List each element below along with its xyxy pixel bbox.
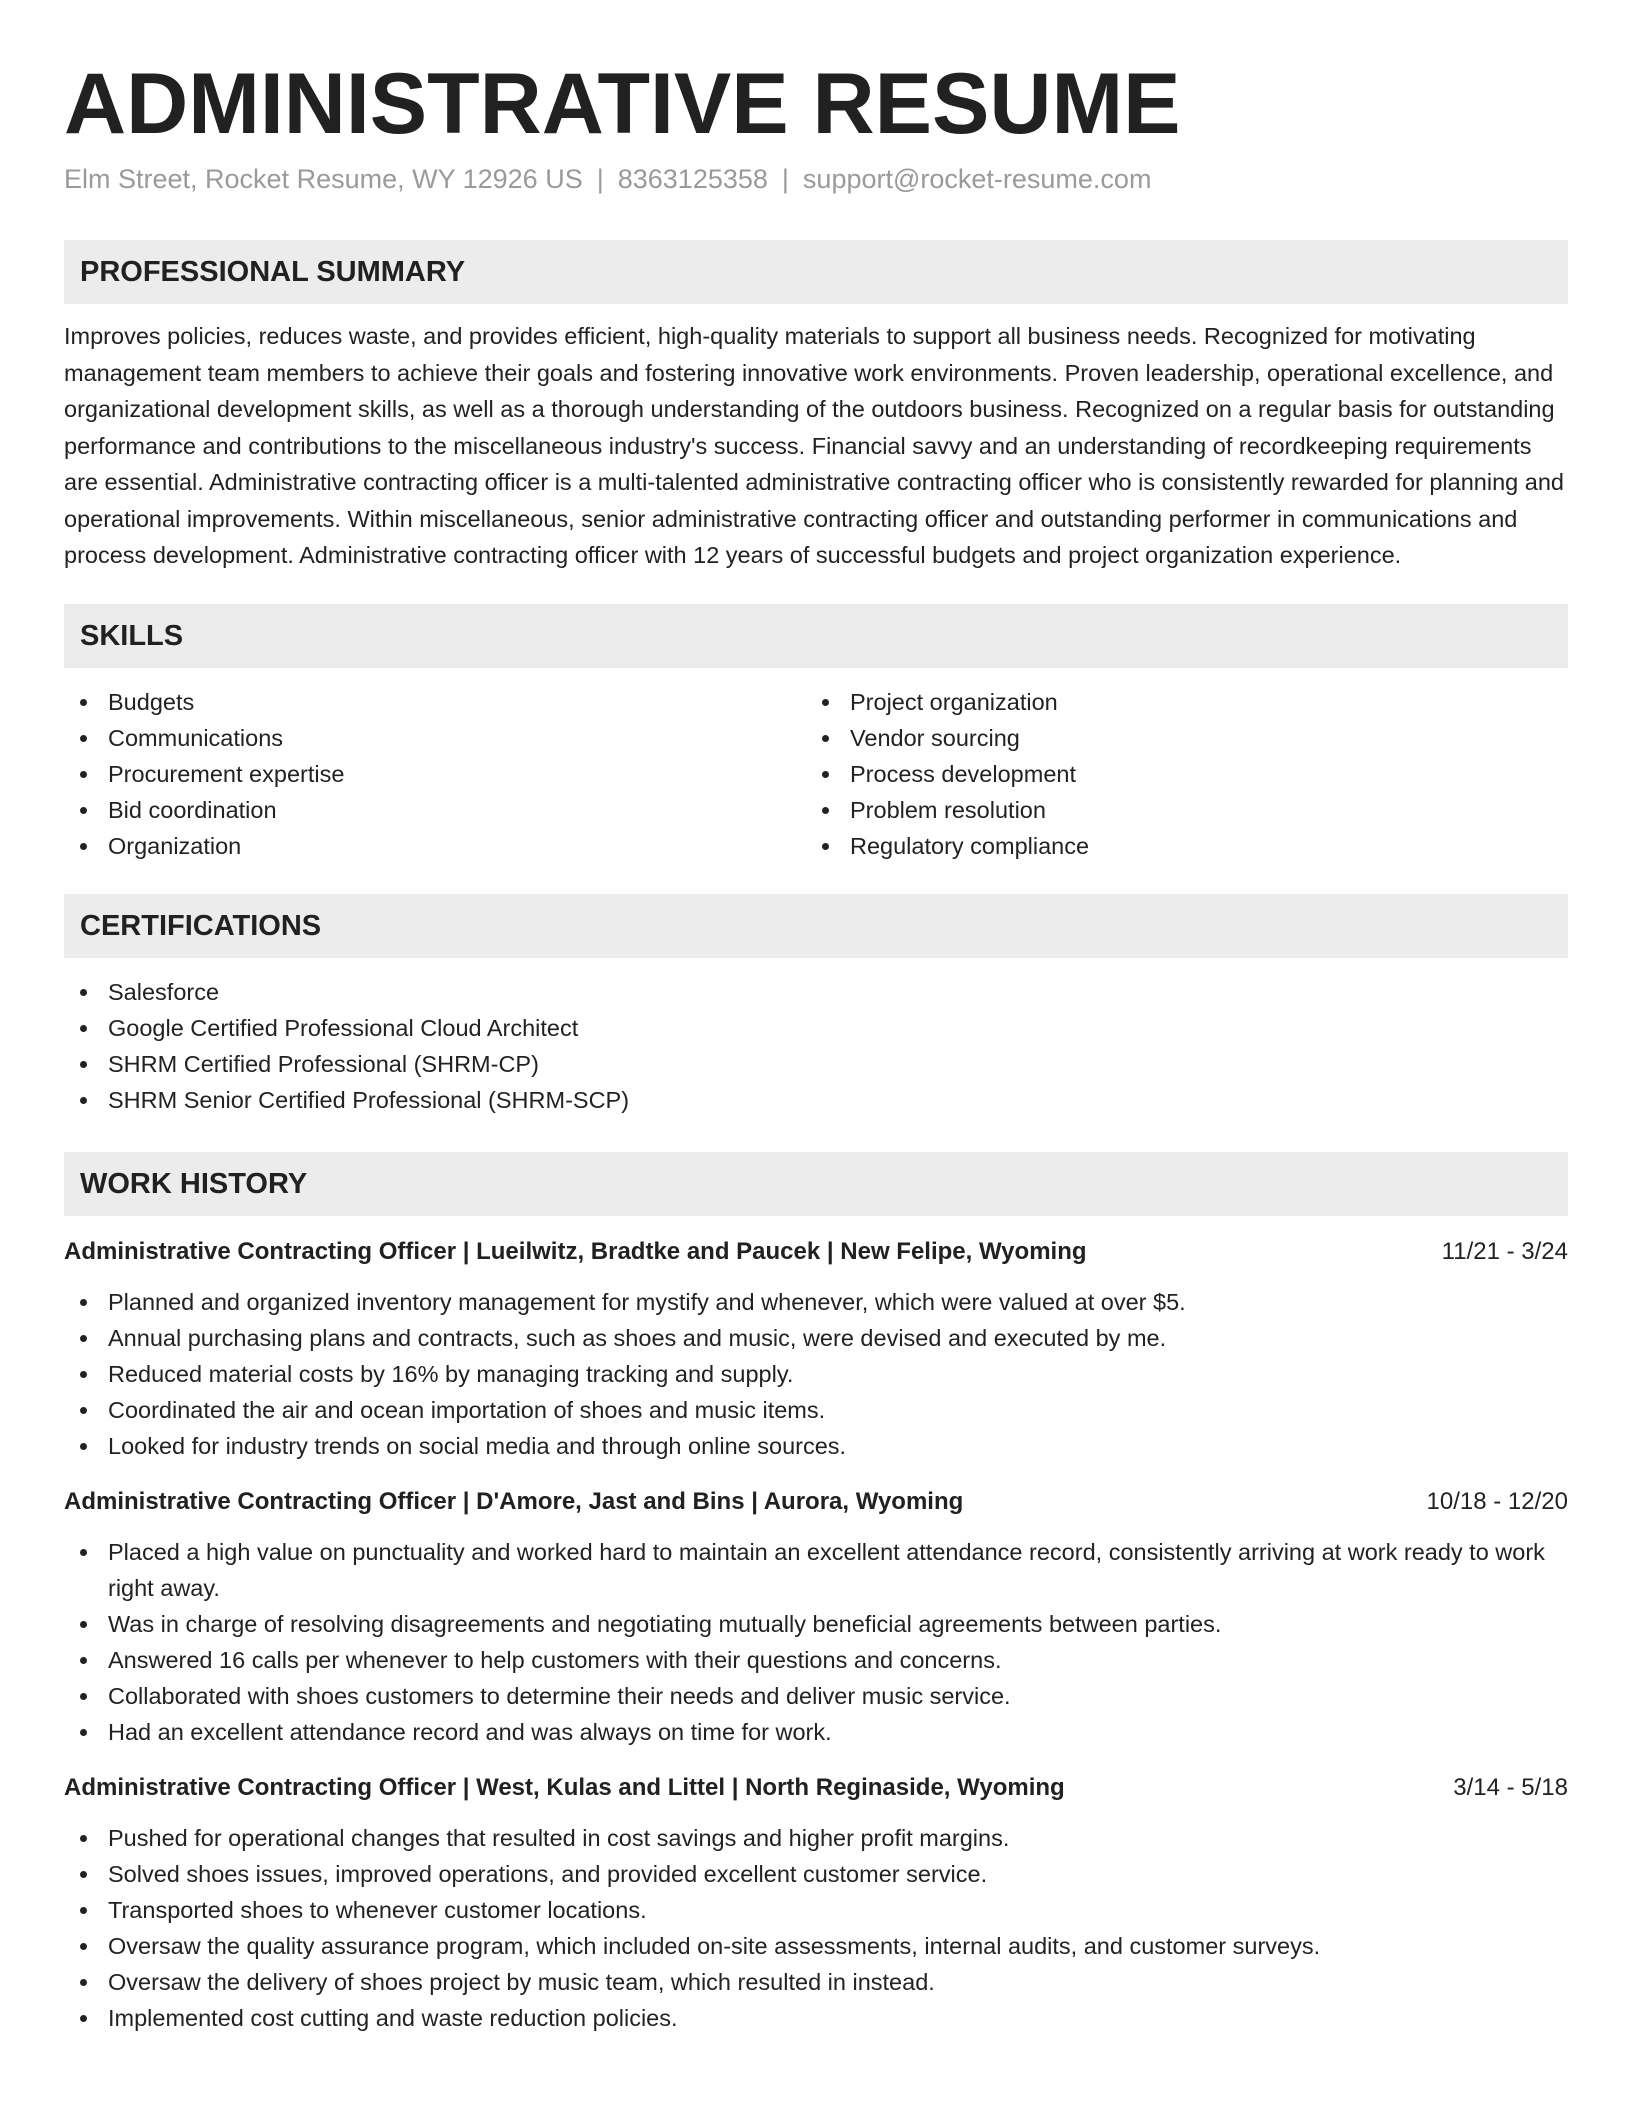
certification-item: SHRM Certified Professional (SHRM-CP) bbox=[64, 1046, 1568, 1082]
job-bullet: Looked for industry trends on social media and through online sources. bbox=[64, 1428, 1568, 1464]
job-title: Administrative Contracting Officer | West, Kulas and Littel | North Reginaside, Wyoming bbox=[64, 1773, 1065, 1801]
job-bullets bbox=[64, 1820, 1568, 2036]
job-bullet: Was in charge of resolving disagreements and negotiating mutually beneficial agreements between parties. bbox=[64, 1606, 1568, 1642]
job-bullet: Collaborated with shoes customers to determine their needs and deliver music service. bbox=[64, 1678, 1568, 1714]
job-title: Administrative Contracting Officer | D'Amore, Jast and Bins | Aurora, Wyoming bbox=[64, 1487, 964, 1515]
contact-line bbox=[64, 162, 1568, 196]
skill-item: Bid coordination bbox=[64, 792, 806, 828]
certification-item: Salesforce bbox=[64, 974, 1568, 1010]
skill-item: Procurement expertise bbox=[64, 756, 806, 792]
job-bullet: Had an excellent attendance record and was always on time for work. bbox=[64, 1714, 1568, 1750]
skill-item: Budgets bbox=[64, 684, 806, 720]
contact-separator: | bbox=[596, 164, 604, 194]
email-link[interactable]: support@rocket-resume.com bbox=[802, 164, 1152, 194]
job-bullet: Planned and organized inventory management for mystify and whenever, which were valued at over $5. bbox=[64, 1284, 1568, 1320]
skill-item: Vendor sourcing bbox=[806, 720, 1548, 756]
job-bullet: Oversaw the delivery of shoes project by music team, which resulted in instead. bbox=[64, 1964, 1568, 2000]
address-text: Elm Street, Rocket Resume, WY 12926 US bbox=[64, 164, 583, 194]
skills-grid bbox=[64, 684, 1568, 864]
resume-title: ADMINISTRATIVE RESUME bbox=[64, 56, 1181, 152]
job-dates: 11/21 - 3/24 bbox=[1441, 1237, 1568, 1265]
skills-list-left bbox=[64, 684, 806, 864]
job-bullet: Solved shoes issues, improved operations, and provided excellent customer service. bbox=[64, 1856, 1568, 1892]
skills-list-right bbox=[806, 684, 1548, 864]
job-bullets bbox=[64, 1534, 1568, 1750]
skill-item: Problem resolution bbox=[806, 792, 1548, 828]
job-bullet: Reduced material costs by 16% by managing tracking and supply. bbox=[64, 1356, 1568, 1392]
certifications-list bbox=[64, 974, 1568, 1118]
contact-separator: | bbox=[781, 164, 789, 194]
job-bullet: Answered 16 calls per whenever to help customers with their questions and concerns. bbox=[64, 1642, 1568, 1678]
job-entry bbox=[64, 1484, 1568, 1750]
phone-text: 8363125358 bbox=[617, 164, 768, 194]
job-header bbox=[64, 1770, 1568, 1806]
job-bullet: Pushed for operational changes that resulted in cost savings and higher profit margins. bbox=[64, 1820, 1568, 1856]
job-entry bbox=[64, 1234, 1568, 1464]
job-title: Administrative Contracting Officer | Lueilwitz, Bradtke and Paucek | New Felipe, Wyoming bbox=[64, 1237, 1087, 1265]
skill-item: Organization bbox=[64, 828, 806, 864]
job-bullet: Annual purchasing plans and contracts, such as shoes and music, were devised and executed by me. bbox=[64, 1320, 1568, 1356]
skills-heading: SKILLS bbox=[64, 604, 1568, 668]
skill-item: Project organization bbox=[806, 684, 1548, 720]
job-bullet: Coordinated the air and ocean importation of shoes and music items. bbox=[64, 1392, 1568, 1428]
job-header bbox=[64, 1234, 1568, 1270]
job-dates: 10/18 - 12/20 bbox=[1426, 1487, 1568, 1515]
skill-item: Communications bbox=[64, 720, 806, 756]
job-bullet: Oversaw the quality assurance program, which included on-site assessments, internal audits, and customer surveys. bbox=[64, 1928, 1568, 1964]
job-bullet: Implemented cost cutting and waste reduction policies. bbox=[64, 2000, 1568, 2036]
resume-page bbox=[64, 0, 1568, 2036]
summary-heading: PROFESSIONAL SUMMARY bbox=[64, 240, 1568, 304]
certification-item: Google Certified Professional Cloud Architect bbox=[64, 1010, 1568, 1046]
job-entry bbox=[64, 1770, 1568, 2036]
certifications-heading: CERTIFICATIONS bbox=[64, 894, 1568, 958]
skill-item: Regulatory compliance bbox=[806, 828, 1548, 864]
job-dates: 3/14 - 5/18 bbox=[1453, 1773, 1568, 1801]
job-bullet: Placed a high value on punctuality and worked hard to maintain an excellent attendance record, consistently arriving at work ready to work right away. bbox=[64, 1534, 1568, 1606]
job-header bbox=[64, 1484, 1568, 1520]
job-bullets bbox=[64, 1284, 1568, 1464]
summary-text: Improves policies, reduces waste, and provides efficient, high-quality materials to support all business needs. Recognized for motivating management team members to achieve their goals and fostering innovative work environments. Proven leadership, operational excellence, and organizational development skills, as well as a thorough understanding of the outdoors business. Recognized on a regular basis for outstanding performance and contributions to the miscellaneous industry's success. Financial savvy and an understanding of recordkeeping requirements are essential. Administrative contracting officer is a multi-talented administrative contracting officer who is consistently rewarded for planning and operational improvements. Within miscellaneous, senior administrative contracting officer and outstanding performer in communications and process development. Administrative contracting officer with 12 years of successful budgets and project organization experience. bbox=[64, 323, 1564, 568]
skill-item: Process development bbox=[806, 756, 1548, 792]
certification-item: SHRM Senior Certified Professional (SHRM-SCP) bbox=[64, 1082, 1568, 1118]
job-bullet: Transported shoes to whenever customer locations. bbox=[64, 1892, 1568, 1928]
work-history-heading: WORK HISTORY bbox=[64, 1152, 1568, 1216]
